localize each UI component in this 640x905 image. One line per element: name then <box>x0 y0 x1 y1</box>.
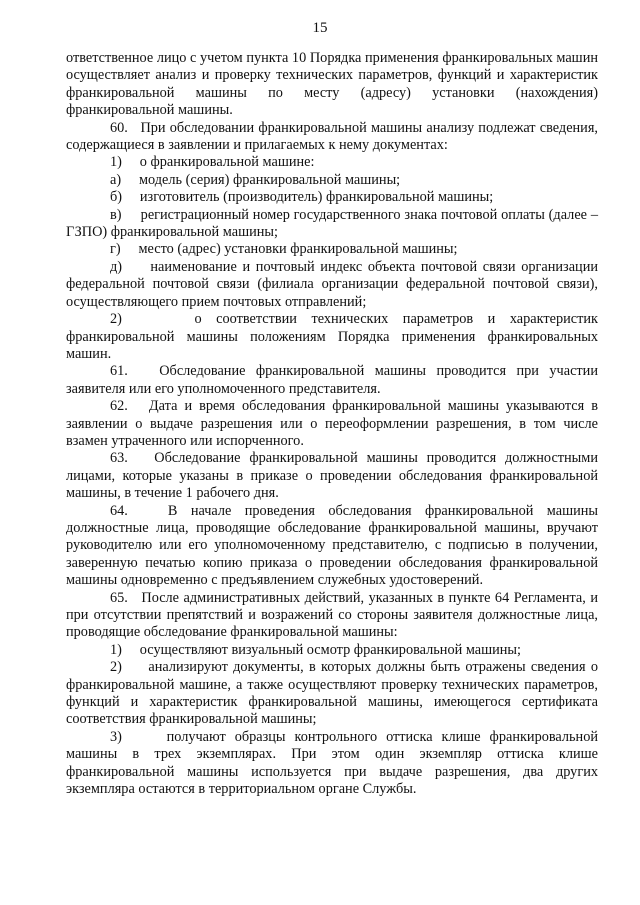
paragraph-61: 61. Обследование франкировальной машины проводится при участии заявителя или его уполномоченного представителя. <box>66 363 598 397</box>
document-body <box>66 50 598 798</box>
paragraph-continuation: ответственное лицо с учетом пункта 10 Порядка применения франкировальных машин осуществляет анализ и проверку технических параметров, функций и характеристик франкировальной машины по месту (адресу) установки (нахождения) франкировальной машины. <box>66 50 598 119</box>
list-item-60-1-v: в) регистрационный номер государственного знака почтовой оплаты (далее – ГЗПО) франкировальной машины; <box>66 206 598 241</box>
paragraph-63: 63. Обследование франкировальной машины проводится должностными лицами, которые указаны в приказе о проведении обследования франкировальной машины, в течение 1 рабочего дня. <box>66 450 598 502</box>
list-item-65-3: 3) получают образцы контрольного оттиска клише франкировальной машины в трех экземплярах. При этом один экземпляр оттиска клише франкировальной машины используется при выдаче разрешения, два других экземпляра остаются в территориальном органе Службы. <box>66 728 598 798</box>
paragraph-60: 60. При обследовании франкировальной машины анализу подлежат сведения, содержащиеся в заявлении и прилагаемых к нему документах: <box>66 119 598 154</box>
list-item-60-1-g: г) место (адрес) установки франкировальной машины; <box>110 241 458 258</box>
list-item-65-2: 2) анализируют документы, в которых должны быть отражены сведения о франкировальной машине, а также осуществляют проверку технических параметров, функций и характеристик франкировальной машины, имеющегося сертификата соответствия франкировальной машины; <box>66 659 598 728</box>
page-number: 15 <box>312 20 328 36</box>
list-item-60-2: 2) о соответствии технических параметров и характеристик франкировальной машины положениям Порядка применения франкировальных машин. <box>66 311 598 362</box>
list-item-60-1-b: б) изготовитель (производитель) франкировальной машины; <box>110 189 494 206</box>
paragraph-62: 62. Дата и время обследования франкировальной машины указываются в заявлении о выдаче разрешения или о переоформлении разрешения, в том числе взамен утраченного или испорченного. <box>66 398 598 449</box>
paragraph-64: 64. В начале проведения обследования франкировальной машины должностные лица, проводящие обследование франкировальной машины, вручают руководителю или его уполномоченному представителю, с подписью в получении, заверенную печатью копию приказа о проведении обследования франкировальной машины одновременно с предъявлением служебных удостоверений. <box>66 502 598 589</box>
list-item-60-1: 1) о франкировальной машине: <box>110 154 315 171</box>
list-item-60-1-d: д) наименование и почтовый индекс объекта почтовой связи организации федеральной почтовой связи (филиала организации федеральной почтовой связи), осуществляющего прием почтовых отправлений; <box>66 258 598 310</box>
list-item-60-1-a: а) модель (серия) франкировальной машины; <box>110 171 401 188</box>
paragraph-65: 65. После административных действий, указанных в пункте 64 Регламента, и при отсутствии препятствий и возражений со стороны заявителя должностные лица, проводящие обследование франкировальной машины: <box>66 589 598 641</box>
list-item-65-1: 1) осуществляют визуальный осмотр франкировальной машины; <box>110 641 522 658</box>
